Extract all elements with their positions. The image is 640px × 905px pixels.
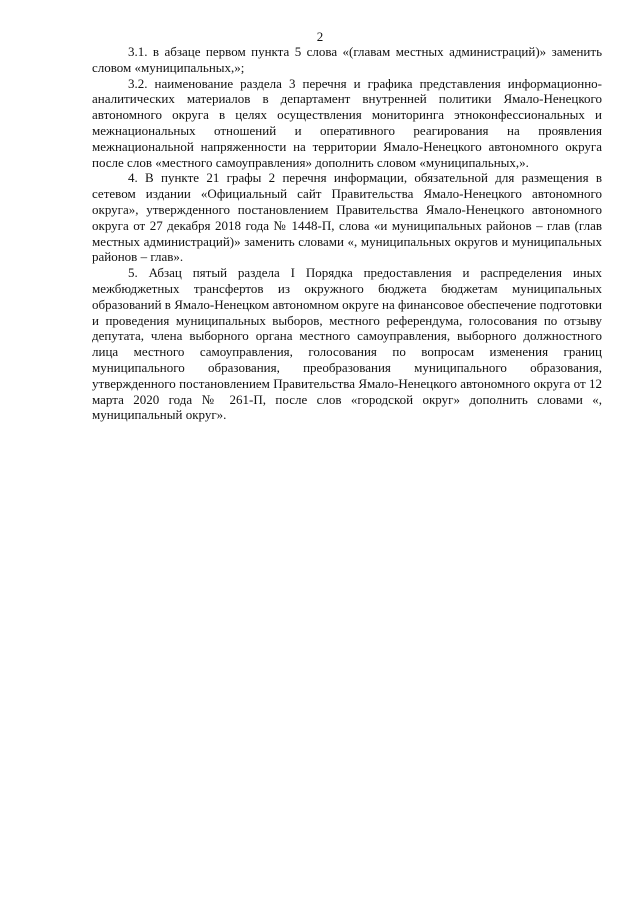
document-body [92,44,602,423]
page-number: 2 [316,29,324,44]
paragraph-4: 4. В пункте 21 графы 2 перечня информации, обязательной для размещения в сетевом издании «Официальный сайт Правительства Ямало-Ненецкого автономного округа», утвержденного постановлением Правительства Ямало-Ненецкого автономного округа от 27 декабря 2018 года № 1448-П, слова «и муниципальных районов – глав (глав местных администраций)» заменить словами «, муниципальных округов и муниципальных районов – глав». [92,170,602,265]
paragraph-5: 5. Абзац пятый раздела I Порядка предоставления и распределения иных межбюджетных трансфертов из окружного бюджета бюджетам муниципальных образований в Ямало-Ненецком автономном округе на финансовое обеспечение подготовки и проведения муниципальных выборов, местного референдума, голосования по отзыву депутата, члена выборного органа местного самоуправления, выборного должностного лица местного самоуправления, голосования по вопросам изменения границ муниципального образования, преобразования муниципального образования, утвержденного постановлением Правительства Ямало-Ненецкого автономного округа от 12 марта 2020 года № 261-П, после слов «городской округ» дополнить словами «, муниципальный округ». [92,265,602,423]
paragraph-3-1: 3.1. в абзаце первом пункта 5 слова «(главам местных администраций)» заменить словом «муниципальных,»; [92,44,602,75]
paragraph-3-2: 3.2. наименование раздела 3 перечня и графика представления информационно-аналитических материалов в департамент внутренней политики Ямало-Ненецкого автономного округа в целях осуществления мониторинга этноконфессиональных и межнациональных отношений и оперативного реагирования на проявления межнациональной напряженности на территории Ямало-Ненецкого автономного округа после слов «местного самоуправления» дополнить словом «муниципальных,». [92,75,602,170]
